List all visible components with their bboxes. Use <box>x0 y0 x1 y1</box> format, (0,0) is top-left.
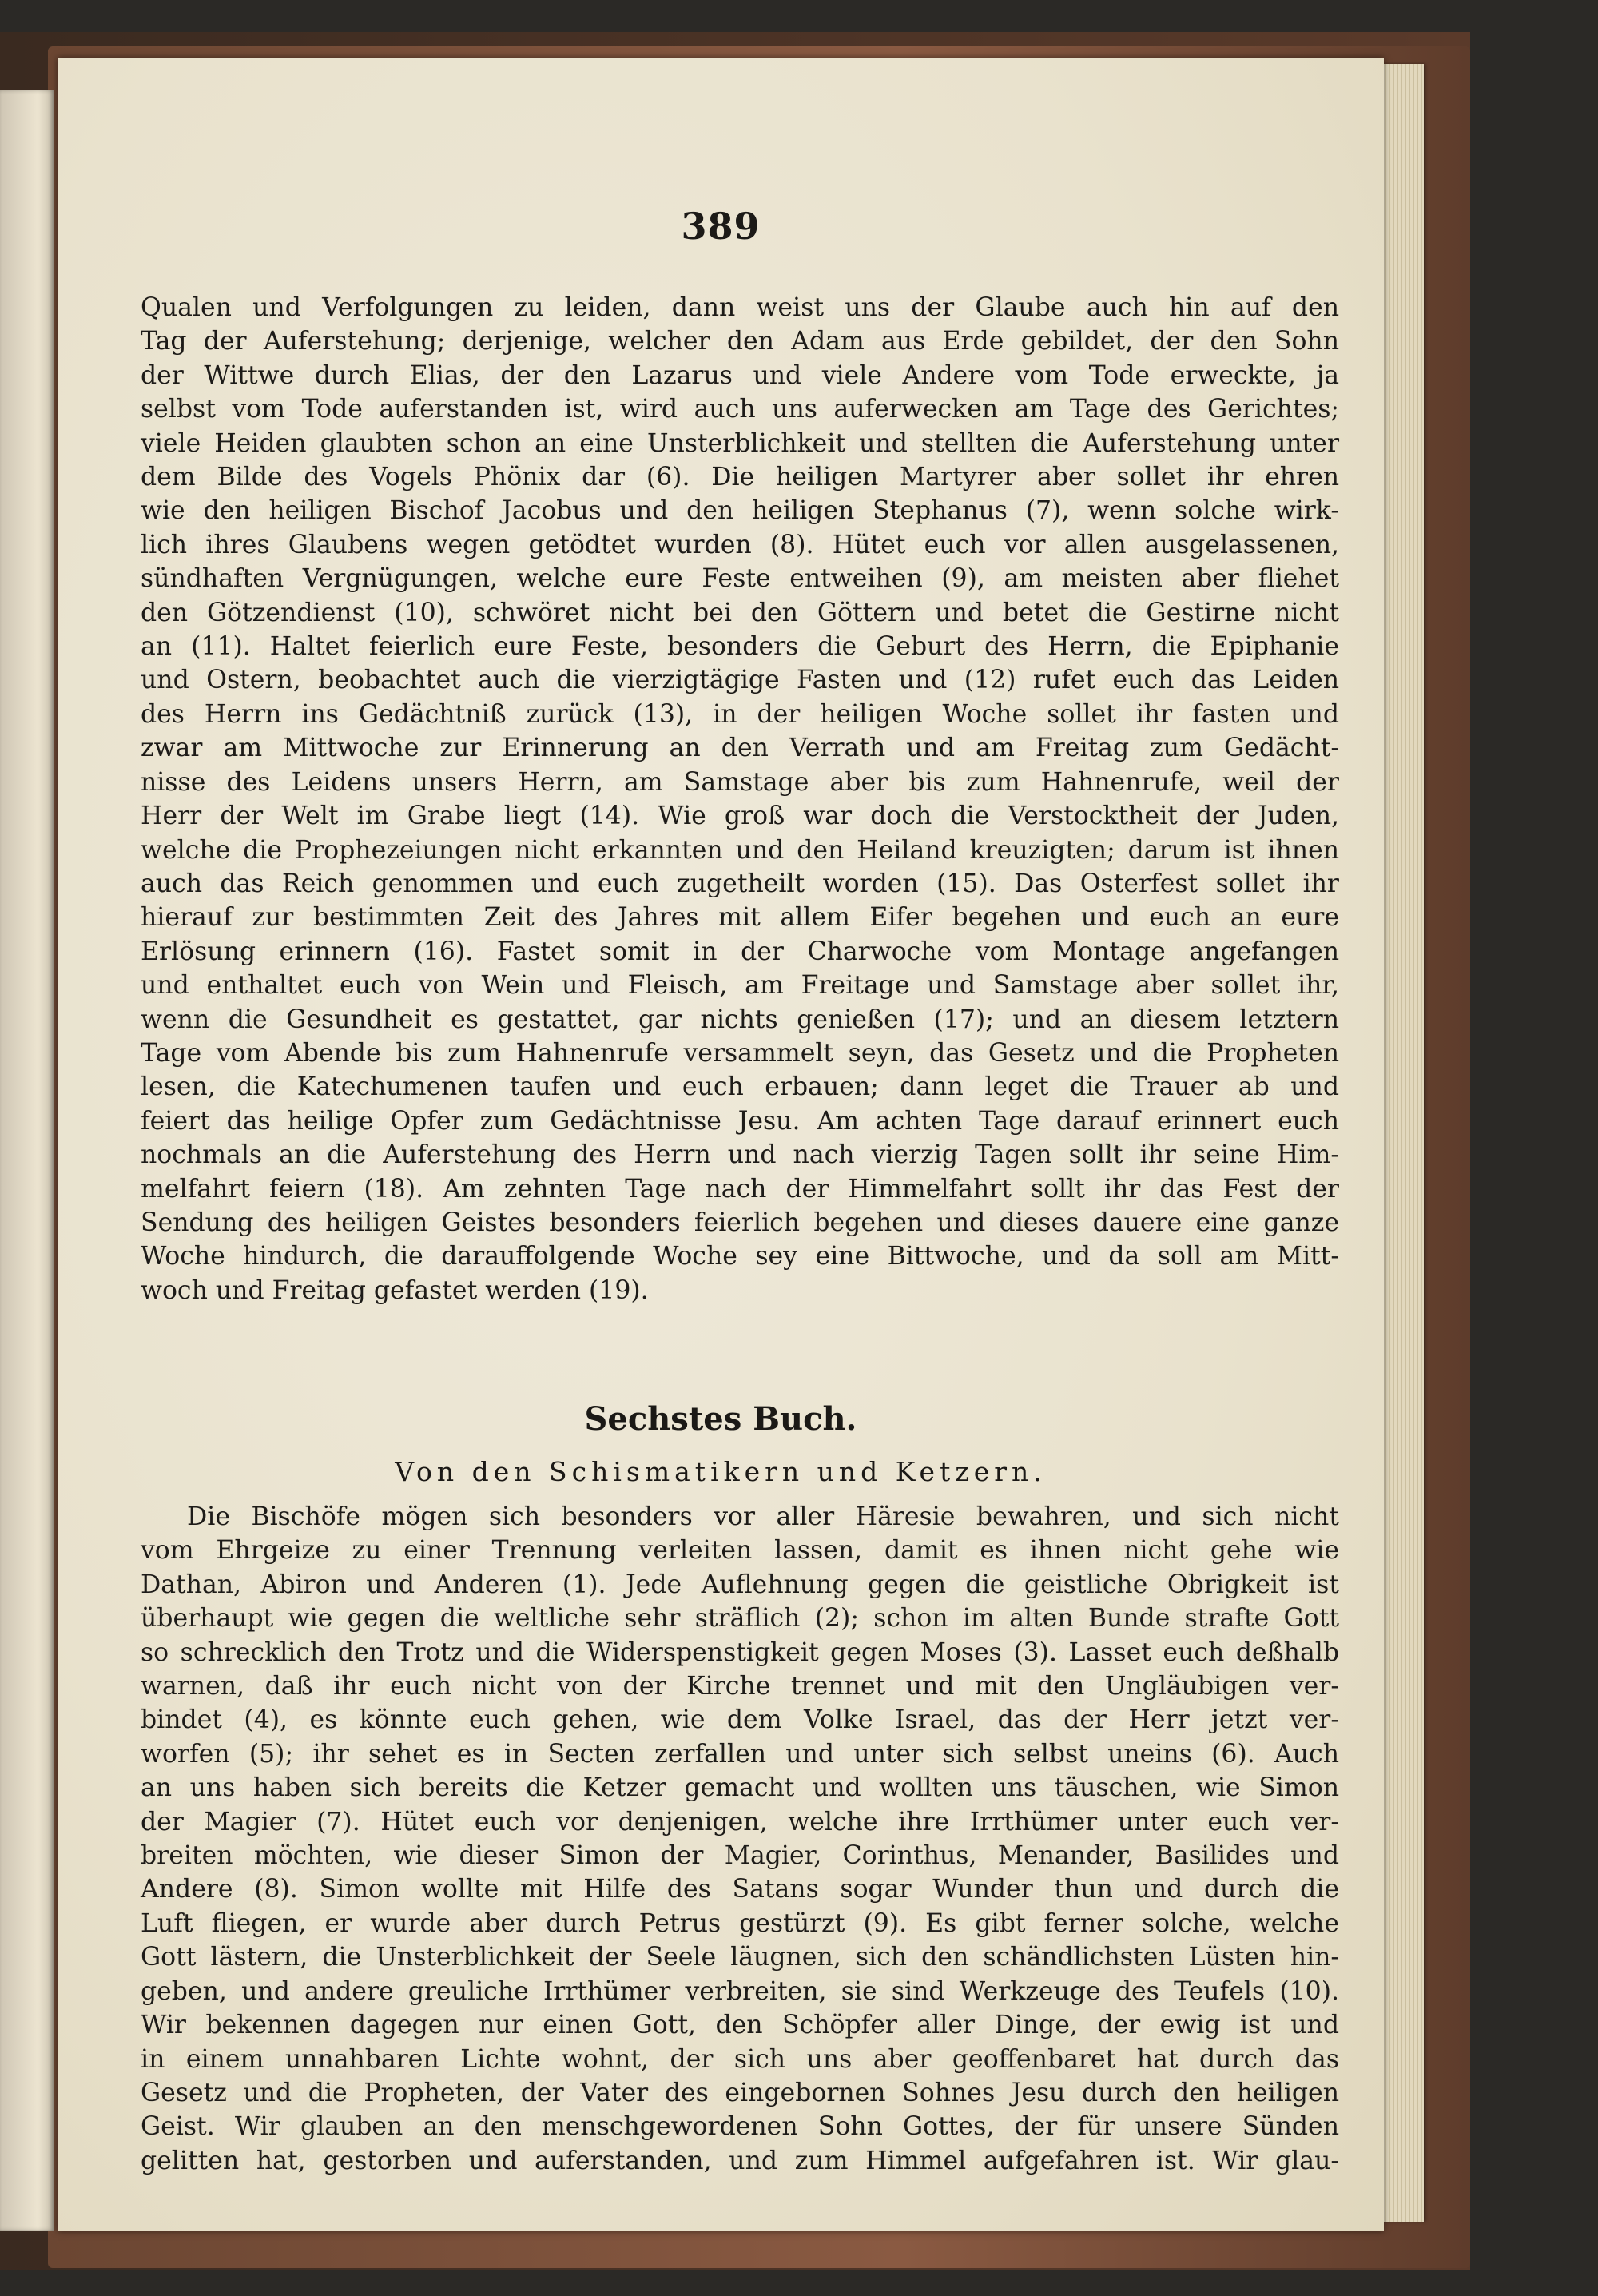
text-line: so schrecklich den Trotz und die Widerspenstigkeit gegen Moses (3). Lasset euch deßhalb <box>141 1637 1339 1667</box>
text-line: dem Bilde des Vogels Phönix dar (6). Die heiligen Martyrer aber sollet ihr ehren <box>141 463 1339 492</box>
text-line: Geist. Wir glauben an den menschgewordenen Sohn Gottes, der für unsere Sünden <box>141 2112 1339 2142</box>
text-line: auch das Reich genommen und euch zugetheilt worden (15). Das Osterfest sollet ihr <box>141 869 1339 898</box>
text-line: Gott lästern, die Unsterblichkeit der Seele läugnen, sich den schändlichsten Lüsten hin- <box>141 1943 1339 1972</box>
page-block-edge <box>1382 64 1424 2222</box>
text-line: Erlösung erinnern (16). Fastet somit in der Charwoche vom Montage angefangen <box>141 937 1339 966</box>
chapter-heading: Von den Schismatikern und Ketzern. <box>395 1456 1047 1487</box>
text-line: lich ihres Glaubens wegen getödtet wurden (8). Hütet euch vor allen ausgelassenen, <box>141 530 1339 559</box>
book-heading: Sechstes Buch. <box>584 1400 857 1438</box>
text-line: Herr der Welt im Grabe liegt (14). Wie groß war doch die Verstocktheit der Juden, <box>141 802 1339 831</box>
text-line: hierauf zur bestimmten Zeit des Jahres mit allem Eifer begehen und euch an eure <box>141 903 1339 933</box>
text-line: lesen, die Katechumenen taufen und euch erbauen; dann leget die Trauer ab und <box>141 1072 1339 1102</box>
text-line: den Götzendienst (10), schwöret nicht bei den Göttern und betet die Gestirne nicht <box>141 598 1339 627</box>
text-line: Tag der Auferstehung; derjenige, welcher den Adam aus Erde gebildet, der den Sohn <box>141 327 1339 356</box>
text-line: gelitten hat, gestorben und auferstanden, und zum Himmel aufgefahren ist. Wir glau- <box>141 2146 1339 2175</box>
text-line: der Wittwe durch Elias, der den Lazarus und viele Andere vom Tode erweckte, ja <box>141 360 1339 390</box>
text-line: des Herrn ins Gedächtniß zurück (13), in der heiligen Woche sollet ihr fasten und <box>141 699 1339 729</box>
text-line: Andere (8). Simon wollte mit Hilfe des Satans sogar Wunder thun und durch die <box>141 1875 1339 1904</box>
text-line: in einem unnahbaren Lichte wohnt, der sich uns aber geoffenbaret hat durch das <box>141 2044 1339 2074</box>
text-line: wenn die Gesundheit es gestattet, gar nichts genießen (17); und an diesem letztern <box>141 1005 1339 1034</box>
text-line: breiten möchten, wie dieser Simon der Magier, Corinthus, Menander, Basilides und <box>141 1841 1339 1871</box>
text-line: Sendung des heiligen Geistes besonders feierlich begehen und dieses dauere eine ganze <box>141 1208 1339 1237</box>
text-line: Luft fliegen, er wurde aber durch Petrus gestürzt (9). Es gibt ferner solche, welche <box>141 1908 1339 1938</box>
text-line: Gesetz und die Propheten, der Vater des eingebornen Sohnes Jesu durch den heiligen <box>141 2078 1339 2107</box>
text-line: viele Heiden glaubten schon an eine Unsterblichkeit und stellten die Auferstehung unter <box>141 428 1339 458</box>
paragraph-1 <box>141 291 1339 1307</box>
text-line: bindet (4), es könnte euch gehen, wie dem Volke Israel, das der Herr jetzt ver- <box>141 1705 1339 1735</box>
facing-page-edge <box>0 90 54 2231</box>
text-line: nisse des Leidens unsers Herrn, am Samstage aber bis zum Hahnenrufe, weil der <box>141 767 1339 797</box>
text-line: Dathan, Abiron und Anderen (1). Jede Auflehnung gegen die geistliche Obrigkeit ist <box>141 1570 1339 1599</box>
text-line: und enthaltet euch von Wein und Fleisch, am Freitage und Samstage aber sollet ihr, <box>141 971 1339 1001</box>
text-line: selbst vom Tode auferstanden ist, wird auch uns auferwecken am Tage des Gerichtes; <box>141 395 1339 424</box>
text-line: an uns haben sich bereits die Ketzer gemacht und wollten uns täuschen, wie Simon <box>141 1773 1339 1803</box>
text-line: an (11). Haltet feierlich eure Feste, besonders die Geburt des Herrn, die Epiphanie <box>141 632 1339 662</box>
text-line: worfen (5); ihr sehet es in Secten zerfallen und unter sich selbst uneins (6). Auch <box>141 1739 1339 1769</box>
text-line: Tage vom Abende bis zum Hahnenrufe versammelt seyn, das Gesetz und die Propheten <box>141 1038 1339 1068</box>
text-line: der Magier (7). Hütet euch vor denjenigen, welche ihre Irrthümer unter euch ver- <box>141 1807 1339 1836</box>
text-line: sündhaften Vergnügungen, welche eure Feste entweihen (9), am meisten aber fliehet <box>141 564 1339 594</box>
text-line: warnen, daß ihr euch nicht von der Kirche trennet und mit den Ungläubigen ver- <box>141 1672 1339 1701</box>
text-line: Die Bischöfe mögen sich besonders vor aller Häresie bewahren, und sich nicht <box>187 1502 1339 1531</box>
text-line: vom Ehrgeize zu einer Trennung verleiten lassen, damit es ihnen nicht gehe wie <box>141 1536 1339 1566</box>
text-line: Woche hindurch, die darauffolgende Woche sey eine Bittwoche, und da soll am Mitt- <box>141 1242 1339 1271</box>
paragraph-2 <box>141 1500 1339 2178</box>
text-line: und Ostern, beobachtet auch die vierzigtägige Fasten und (12) rufet euch das Leiden <box>141 666 1339 695</box>
text-line: geben, und andere greuliche Irrthümer verbreiten, sie sind Werkzeuge des Teufels (10). <box>141 1976 1339 2006</box>
page-number: 389 <box>681 205 761 248</box>
text-line: wie den heiligen Bischof Jacobus und den heiligen Stephanus (7), wenn solche wirk- <box>141 496 1339 526</box>
text-line: überhaupt wie gegen die weltliche sehr sträflich (2); schon im alten Bunde strafte Gott <box>141 1604 1339 1633</box>
text-line: Qualen und Verfolgungen zu leiden, dann weist uns der Glaube auch hin auf den <box>141 293 1339 322</box>
text-line: nochmals an die Auferstehung des Herrn und nach vierzig Tagen sollt ihr seine Him- <box>141 1140 1339 1170</box>
text-line: woch und Freitag gefastet werden (19). <box>141 1275 649 1305</box>
text-line: zwar am Mittwoche zur Erinnerung an den Verrath und am Freitag zum Gedächt- <box>141 734 1339 763</box>
book-page <box>58 58 1384 2231</box>
text-line: melfahrt feiern (18). Am zehnten Tage nach der Himmelfahrt sollt ihr das Fest der <box>141 1174 1339 1204</box>
text-line: Wir bekennen dagegen nur einen Gott, den Schöpfer aller Dinge, der ewig ist und <box>141 2011 1339 2040</box>
text-line: welche die Prophezeiungen nicht erkannten und den Heiland kreuzigten; darum ist ihnen <box>141 835 1339 865</box>
text-line: feiert das heilige Opfer zum Gedächtnisse Jesu. Am achten Tage darauf erinnert euch <box>141 1106 1339 1136</box>
